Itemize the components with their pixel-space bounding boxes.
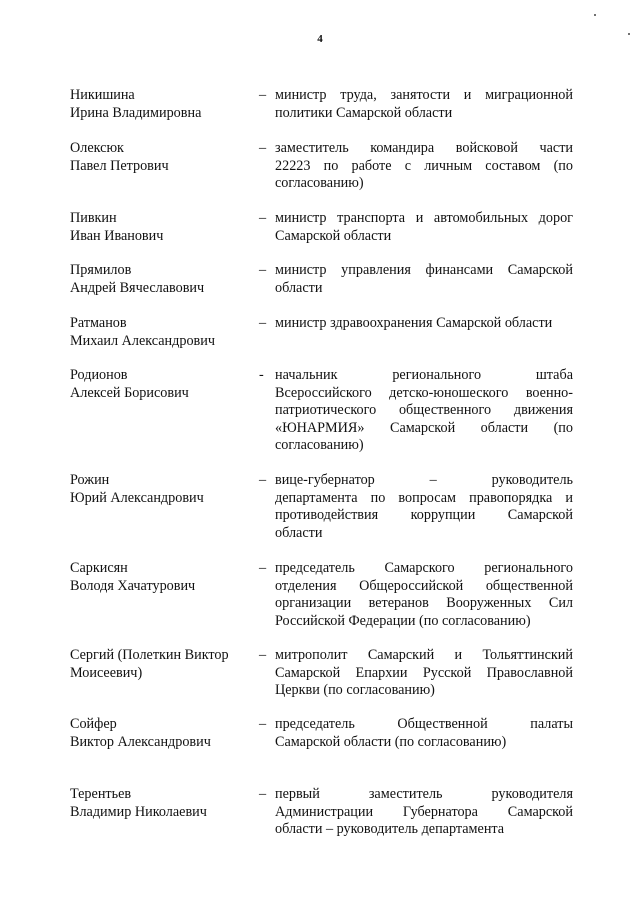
member-name-line: Пивкин <box>70 210 117 226</box>
entry-dash: – <box>259 647 267 663</box>
member-name-line: Олексюк <box>70 140 124 156</box>
member-role-line: министр труда, занятости и миграционной <box>275 87 573 103</box>
entry-dash: – <box>259 560 267 576</box>
member-name-line: Моисеевич) <box>70 664 143 681</box>
member-name-line: Виктор Александрович <box>70 733 211 750</box>
member-role-line: области <box>275 524 323 541</box>
member-role-line: вице-губернатор – руководитель <box>275 472 573 488</box>
entry-dash: – <box>259 472 267 488</box>
member-role-line: согласованию) <box>275 437 364 453</box>
entry-dash: – <box>259 786 267 802</box>
entry-dash: – <box>259 210 267 226</box>
member-role-line: противодействия коррупции Самарской <box>275 507 573 523</box>
member-role-line: Российской Федерации (по согласованию) <box>275 612 531 629</box>
member-name <box>70 315 255 350</box>
member-role <box>275 140 573 193</box>
member-name <box>70 262 255 297</box>
member-role-line: председатель Общественной палаты <box>275 716 573 732</box>
member-role-line: министр транспорта и автомобильных дорог <box>275 210 573 226</box>
member-role <box>275 472 573 542</box>
scan-speck <box>594 14 596 16</box>
member-name <box>70 560 255 595</box>
member-role <box>275 210 573 245</box>
member-name-line: Прямилов <box>70 262 132 278</box>
scan-speck <box>628 33 630 35</box>
member-role <box>275 647 573 700</box>
member-role-line: области – руководитель департамента <box>275 821 505 837</box>
member-role-line: департамента по вопросам правопорядка и <box>275 489 573 506</box>
member-role <box>275 262 573 297</box>
member-name <box>70 140 255 175</box>
member-role <box>275 87 573 122</box>
member-role-line: области <box>275 279 323 296</box>
member-name <box>70 210 255 245</box>
member-name <box>70 87 255 122</box>
member-role-line: первый заместитель руководителя <box>275 786 573 802</box>
member-name-line: Терентьев <box>70 786 132 802</box>
member-role-line: заместитель командира войсковой части <box>275 140 573 156</box>
member-name-line: Родионов <box>70 367 128 383</box>
member-role-line: патриотического общественного движения <box>275 402 573 418</box>
member-role-line: «ЮНАРМИЯ» Самарской области (по <box>275 419 573 436</box>
member-name-line: Сергий (Полеткин Виктор <box>70 647 229 663</box>
member-role-line: Самарской Епархии Русской Православной <box>275 664 573 681</box>
member-name-line: Володя Хачатурович <box>70 577 196 594</box>
member-role-line: Всероссийского детско-юношеского военно- <box>275 384 573 401</box>
member-name-line: Рожин <box>70 472 110 488</box>
entry-dash: – <box>259 87 267 103</box>
member-name-line: Ратманов <box>70 315 127 331</box>
member-name <box>70 647 255 682</box>
member-role-line: Самарской области (по согласованию) <box>275 733 507 750</box>
entry-dash: - <box>259 367 264 383</box>
member-role-line: министр управления финансами Самарской <box>275 262 573 278</box>
member-role-line: Самарской области <box>275 227 392 244</box>
member-name-line: Иван Иванович <box>70 227 164 244</box>
member-role-line: отделения Общероссийской общественной <box>275 577 573 594</box>
member-role-line: председатель Самарского регионального <box>275 560 573 576</box>
member-name <box>70 367 255 402</box>
entry-dash: – <box>259 140 267 156</box>
member-role <box>275 560 573 630</box>
member-name-line: Алексей Борисович <box>70 384 189 401</box>
entry-dash: – <box>259 262 267 278</box>
entry-dash: – <box>259 315 267 331</box>
member-role-line: митрополит Самарский и Тольяттинский <box>275 647 573 663</box>
member-name-line: Саркисян <box>70 560 128 576</box>
member-name-line: Михаил Александрович <box>70 332 215 349</box>
member-role-line: министр здравоохранения Самарской области <box>275 315 553 331</box>
member-name <box>70 786 255 821</box>
member-name-line: Владимир Николаевич <box>70 803 207 820</box>
member-role-line: политики Самарской области <box>275 104 453 121</box>
member-role-line: начальник регионального штаба <box>275 367 573 383</box>
member-role <box>275 786 573 839</box>
member-name <box>70 472 255 507</box>
member-name-line: Юрий Александрович <box>70 489 204 506</box>
member-role-line: согласованию) <box>275 175 364 191</box>
member-role <box>275 315 573 333</box>
member-name-line: Ирина Владимировна <box>70 104 202 121</box>
member-role-line: Церкви (по согласованию) <box>275 682 435 698</box>
member-name-line: Андрей Вячеславович <box>70 279 205 296</box>
member-role-line: 22223 по работе с личным составом (по <box>275 157 573 174</box>
member-name <box>70 716 255 751</box>
entry-dash: – <box>259 716 267 732</box>
member-role <box>275 716 573 751</box>
member-role-line: Администрации Губернатора Самарской <box>275 803 573 820</box>
member-role <box>275 367 573 455</box>
member-role-line: организации ветеранов Вооруженных Сил <box>275 595 573 611</box>
member-name-line: Павел Петрович <box>70 157 169 174</box>
member-name-line: Никишина <box>70 87 135 103</box>
page-number: 4 <box>317 33 323 45</box>
member-name-line: Сойфер <box>70 716 117 732</box>
